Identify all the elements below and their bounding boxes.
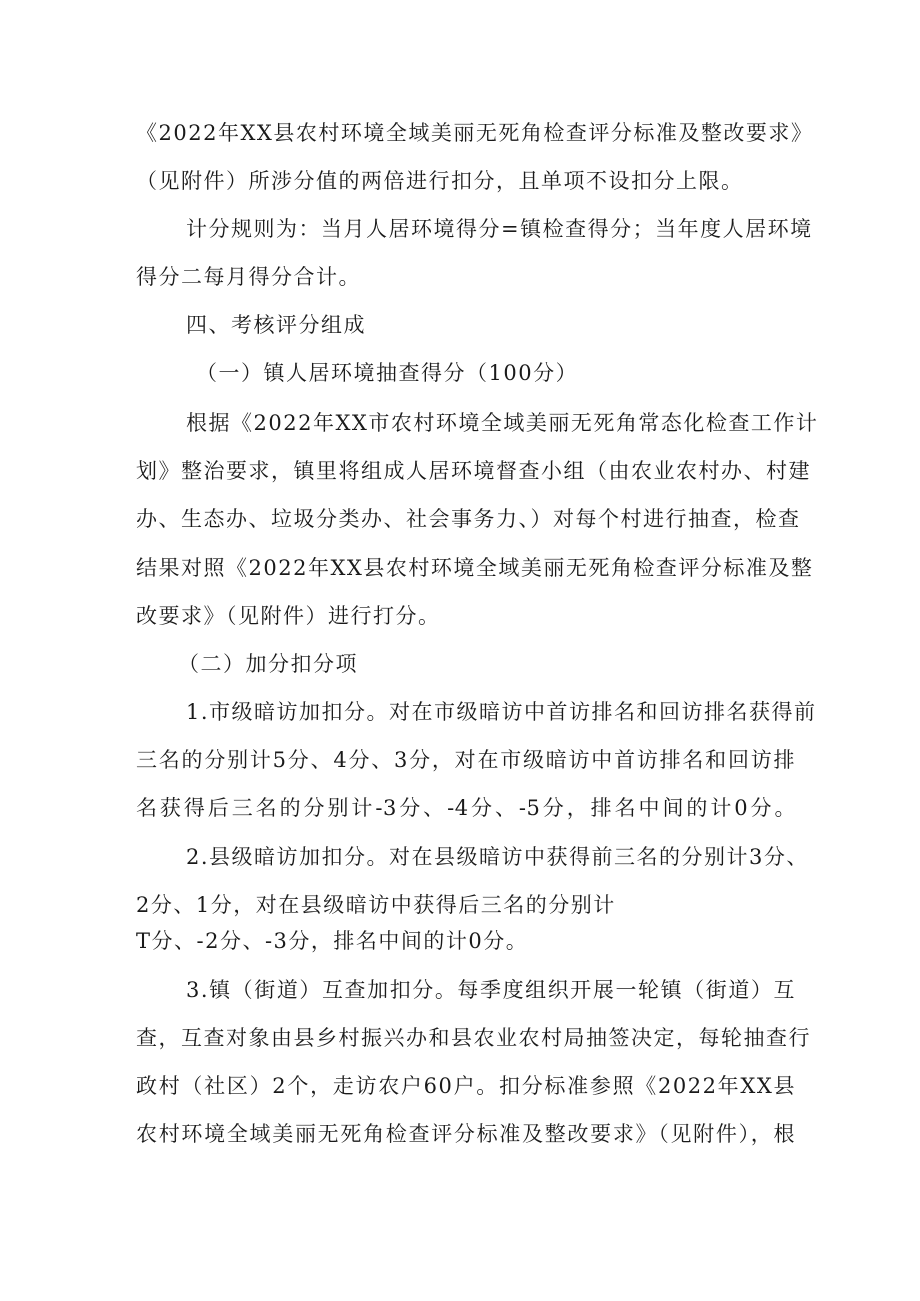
paragraph-line: 办、生态办、垃圾分类办、社会事务力、）对每个村进行抽查，检查 [136,507,801,531]
paragraph-line: 农村环境全域美丽无死角检查评分标准及整改要求》（见附件），根 [136,1122,796,1146]
paragraph-line: 三名的分别计5分、4分、3分，对在市级暗访中首访排名和回访排 [136,748,796,772]
section-heading: 四、考核评分组成 [186,313,366,337]
paragraph-line: 划》整治要求，镇里将组成人居环境督查小组（由农业农村办、村建 [136,459,811,483]
paragraph-line: 根据《2022年XX市农村环境全域美丽无死角常态化检查工作计 [186,411,819,435]
paragraph-line: 改要求》（见附件）进行打分。 [136,604,441,628]
paragraph-line: T分、-2分、-3分，排名中间的计0分。 [136,929,529,953]
paragraph-line: 2.县级暗访加扣分。对在县级暗访中获得前三名的分别计3分、 [186,845,809,869]
subsection-heading: （二）加分扣分项 [178,652,358,676]
subsection-heading: （一）镇人居环境抽查得分（100分） [196,361,579,385]
paragraph-line: 得分二每月得分合计。 [136,265,361,289]
paragraph-line: 查，互查对象由县乡村振兴办和县农业农村局抽签决定，每轮抽查行 [136,1026,811,1050]
paragraph-line: 结果对照《2022年XX县农村环境全域美丽无死角检查评分标准及整 [136,556,814,580]
paragraph-line: （见附件）所涉分值的两倍进行扣分，且单项不设扣分上限。 [136,169,744,193]
paragraph-line: 2分、1分，对在县级暗访中获得后三名的分别计 [136,893,616,917]
paragraph-line: 政村（社区）2个，走访农户60户。扣分标准参照《2022年XX县 [136,1074,796,1098]
paragraph-line: 3.镇（街道）互查加扣分。每季度组织开展一轮镇（街道）互 [186,978,796,1002]
paragraph-line: 名获得后三名的分别计-3分、-4分、-5分，排名中间的计0分。 [136,796,796,820]
paragraph-line: 《2022年XX县农村环境全域美丽无死角检查评分标准及整改要求》 [136,121,814,145]
paragraph-line: 1.市级暗访加扣分。对在市级暗访中首访排名和回访排名获得前 [186,700,817,724]
paragraph-line: 计分规则为：当月人居环境得分=镇检查得分；当年度人居环境 [186,217,813,241]
